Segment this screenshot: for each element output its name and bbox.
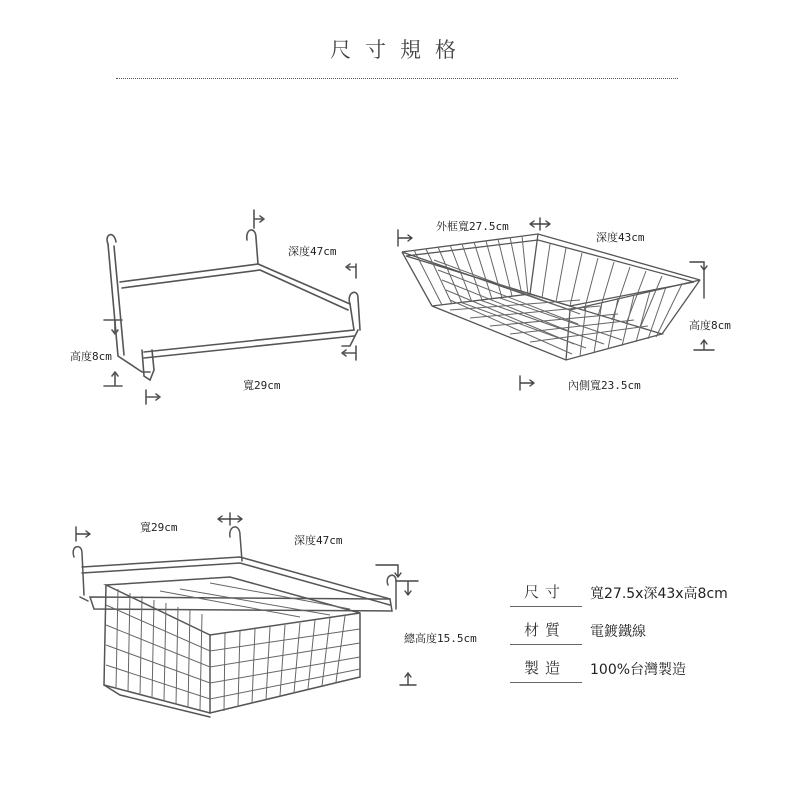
figure1-height-label: 高度8cm: [70, 350, 112, 363]
spec-row-material: [510, 613, 770, 651]
spec-divider: [510, 644, 582, 645]
spec-row-origin: [510, 651, 770, 689]
assembled-basket-illustration: [60, 505, 430, 735]
spec-key-size: 尺寸: [523, 583, 566, 601]
spec-value-material: 電鍍鐵線: [590, 624, 646, 640]
figure1-depth-label: 深度47cm: [288, 245, 337, 258]
figure2-outer-width-label: 外框寬27.5cm: [436, 220, 509, 233]
figure3-total-height-label: 總高度15.5cm: [404, 632, 477, 645]
spec-divider: [510, 606, 582, 607]
figure2-height-label: 高度8cm: [689, 319, 731, 332]
figure2-inner-width-label: 內側寬23.5cm: [568, 379, 641, 392]
spec-divider: [510, 682, 582, 683]
spec-row-size: [510, 575, 770, 613]
figure3-depth-label: 深度47cm: [294, 534, 343, 547]
rack-frame-illustration: [60, 200, 380, 420]
spec-key-material: 材質: [523, 621, 566, 639]
figure2-depth-label: 深度43cm: [596, 231, 645, 244]
spec-table: [510, 575, 770, 689]
title-divider: [116, 78, 678, 79]
wire-basket-illustration: [390, 210, 720, 400]
figure3-width-label: 寬29cm: [140, 521, 178, 534]
figure1-width-label: 寬29cm: [243, 379, 281, 392]
spec-value-size: 寬27.5x深43x高8cm: [590, 586, 728, 602]
page-title: 尺寸規格: [330, 38, 470, 62]
spec-key-origin: 製造: [523, 659, 566, 677]
spec-value-origin: 100%台灣製造: [590, 662, 687, 678]
